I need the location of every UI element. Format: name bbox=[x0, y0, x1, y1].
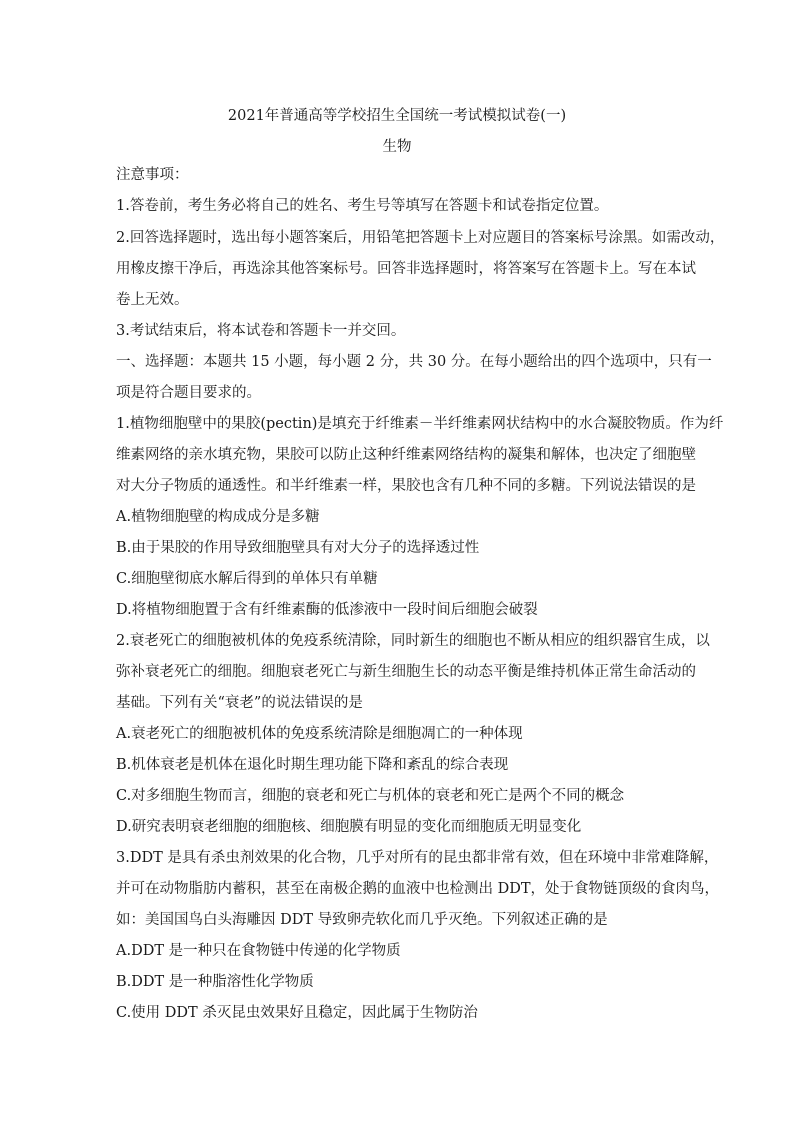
question-1-option-b: B.由于果胶的作用导致细胞壁具有对大分子的选择透过性 bbox=[116, 540, 480, 556]
question-1-option-a: A.植物细胞壁的构成成分是多糖 bbox=[116, 509, 320, 525]
subject-title: 生物 bbox=[382, 139, 412, 155]
question-2-stem-line-1: 2.衰老死亡的细胞被机体的免疫系统清除，同时新生的细胞也不断从相应的组织器官生成，以 bbox=[116, 633, 710, 649]
question-3-option-a: A.DDT 是一种只在食物链中传递的化学物质 bbox=[116, 943, 401, 959]
question-2-option-b: B.机体衰老是机体在退化时期生理功能下降和紊乱的综合表现 bbox=[116, 757, 509, 773]
question-3-option-b: B.DDT 是一种脂溶性化学物质 bbox=[116, 974, 314, 990]
notice-item-2-line-3: 卷上无效。 bbox=[116, 292, 189, 308]
question-2-option-c: C.对多细胞生物而言，细胞的衰老和死亡与机体的衰老和死亡是两个不同的概念 bbox=[116, 788, 625, 804]
question-1-option-d: D.将植物细胞置于含有纤维素酶的低渗液中一段时间后细胞会破裂 bbox=[116, 602, 538, 618]
question-2-option-d: D.研究表明衰老细胞的细胞核、细胞膜有明显的变化而细胞质无明显变化 bbox=[116, 819, 582, 835]
question-1-stem-line-3: 对大分子物质的通透性。和半纤维素一样，果胶也含有几种不同的多糖。下列说法错误的是 bbox=[116, 478, 696, 494]
question-1-stem-line-2: 维素网络的亲水填充物，果胶可以防止这种纤维素网络结构的凝集和解体，也决定了细胞壁 bbox=[116, 447, 696, 463]
notice-item-2-line-1: 2.回答选择题时，选出每小题答案后，用铅笔把答题卡上对应题目的答案标号涂黑。如需改动， bbox=[116, 230, 725, 246]
notice-item-3: 3.考试结束后，将本试卷和答题卡一并交回。 bbox=[116, 323, 406, 339]
notice-item-2-line-2: 用橡皮擦干净后，再选涂其他答案标号。回答非选择题时，将答案写在答题卡上。写在本试 bbox=[116, 261, 696, 277]
question-1-stem-line-1: 1.植物细胞壁中的果胶(pectin)是填充于纤维素－半纤维素网状结构中的水合凝胶物质。作为纤 bbox=[116, 416, 724, 432]
question-3-stem-line-1: 3.DDT 是具有杀虫剂效果的化合物，几乎对所有的昆虫都非常有效，但在环境中非常难降解， bbox=[116, 850, 719, 866]
question-1-option-c: C.细胞壁彻底水解后得到的单体只有单糖 bbox=[116, 571, 378, 587]
section-1-line-2: 项是符合题目要求的。 bbox=[116, 385, 261, 401]
question-3-option-c: C.使用 DDT 杀灭昆虫效果好且稳定，因此属于生物防治 bbox=[116, 1005, 478, 1021]
question-3-stem-line-3: 如：美国国鸟白头海雕因 DDT 导致卵壳软化而几乎灭绝。下列叙述正确的是 bbox=[116, 912, 608, 928]
question-2-stem-line-3: 基础。下列有关“衰老”的说法错误的是 bbox=[116, 695, 363, 711]
notice-heading: 注意事项： bbox=[116, 167, 189, 183]
question-2-option-a: A.衰老死亡的细胞被机体的免疫系统清除是细胞凋亡的一种体现 bbox=[116, 726, 523, 742]
question-3-stem-line-2: 并可在动物脂肪内蓄积，甚至在南极企鹅的血液中也检测出 DDT，处于食物链顶级的食肉鸟， bbox=[116, 881, 720, 897]
section-1-line-1: 一、选择题：本题共 15 小题，每小题 2 分，共 30 分。在每小题给出的四个选项中，只有一 bbox=[116, 354, 712, 370]
exam-title: 2021年普通高等学校招生全国统一考试模拟试卷(一) bbox=[227, 108, 567, 124]
question-2-stem-line-2: 弥补衰老死亡的细胞。细胞衰老死亡与新生细胞生长的动态平衡是维持机体正常生命活动的 bbox=[116, 664, 696, 680]
notice-item-1: 1.答卷前，考生务必将自己的姓名、考生号等填写在答题卡和试卷指定位置。 bbox=[116, 198, 609, 214]
